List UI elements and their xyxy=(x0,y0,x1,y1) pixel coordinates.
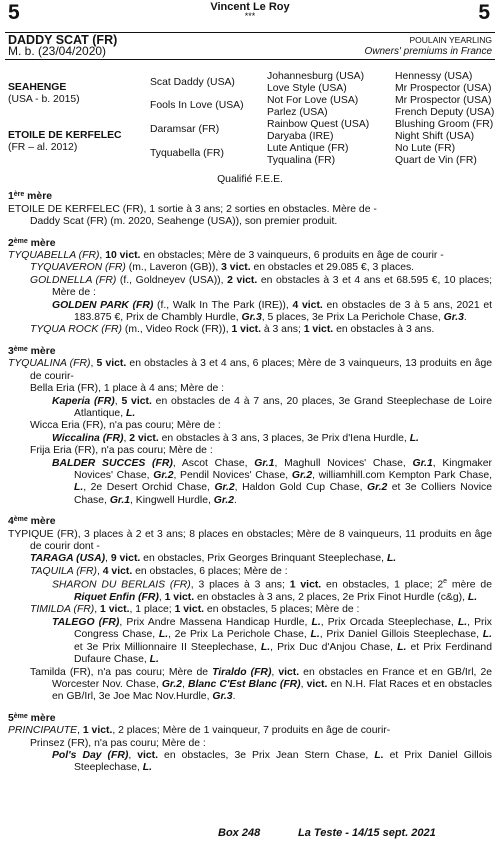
pedigree-g4: No Lute (FR) xyxy=(395,143,456,154)
pedigree-sire-info: (USA - b. 2015) xyxy=(8,94,80,105)
produce-entry: TAQUILA (FR), 4 vict. en obstacles, 6 places; Mère de : xyxy=(30,565,288,577)
pedigree-g3: Lute Antique (FR) xyxy=(267,143,349,154)
title-bar xyxy=(5,32,495,60)
dam-produce: Daddy Scat (FR) (m. 2020, Seahenge (USA)), son premier produit. xyxy=(30,216,338,228)
pedigree-g3: Tyqualina (FR) xyxy=(267,155,336,166)
produce-entry: TYQUA ROCK (FR) (m., Video Rock (FR)), 1 vict. à 3 ans; 1 vict. en obstacles à 3 ans. xyxy=(30,324,435,336)
section-heading-3: 3ème mère xyxy=(8,345,56,357)
pedigree-g2: Daramsar (FR) xyxy=(150,124,220,135)
produce-entry: GOLDEN PARK (FR) (f., Walk In The Park (IRE)), 4 vict. en obstacles de 3 à 5 ans, 2021 et 183.875 €, Prix de Chambly Hurdle, Gr.3, 5 places, 3e Prix La Perichole Chase, Gr.3. xyxy=(52,299,492,324)
produce-entry: TALEGO (FR), Prix Andre Massena Handicap Hurdle, L., Prix Orcada Steeplechase, L., Prix Congress Chase, L., 2e Prix La Perichole Chase, L., Prix Daniel Gillois Steeplechase, L. et 3e Prix Millionnaire II Steeplechase, L., Prix Duc d'Anjou Chase, L. et Prix Ferdinand Dufaure Chase, L. xyxy=(52,616,492,666)
pedigree-g3: Parlez (USA) xyxy=(267,107,328,118)
pedigree-dam-info: (FR – al. 2012) xyxy=(8,142,78,153)
pedigree-dam: ETOILE DE KERFELEC xyxy=(8,130,122,141)
produce-entry: Frija Eria (FR), n'a pas couru; Mère de : xyxy=(30,445,213,457)
dam-record: TYQUABELLA (FR), 10 vict. en obstacles; Mère de 3 vainqueurs, 6 produits en âge de courir - xyxy=(8,250,444,262)
page-footer xyxy=(0,827,500,841)
owners-premiums: Owners' premiums in France xyxy=(364,46,492,57)
produce-entry: TARAGA (USA), 9 vict. en obstacles, Prix Georges Brinquant Steeplechase, L. xyxy=(30,553,397,565)
section-heading-1: 1ère mère xyxy=(8,191,53,203)
pedigree-g4: Mr Prospector (USA) xyxy=(395,95,492,106)
pedigree-table xyxy=(5,70,495,166)
catalogue-body xyxy=(8,174,492,775)
dam-record: PRINCIPAUTE, 1 vict., 2 places; Mère de 1 vainqueur, 7 produits en âge de courir- xyxy=(8,725,391,737)
produce-entry: Tamilda (FR), n'a pas couru; Mère de Tiraldo (FR), vict. en obstacles en France et en GB/Irl, 2e Worcester Nov. Chase, Gr.2, Blanc C'Est Blanc (FR), vict. en N.H. Flat Races et en obstacles en GB/Irl, 3e Joe Mac Nov.Hurdle, Gr.3. xyxy=(30,666,493,703)
vendor-stars: *** xyxy=(244,11,256,21)
dam-record: ETOILE DE KERFELEC (FR), 1 sortie à 3 ans; 2 sorties en obstacles. Mère de - xyxy=(8,203,377,215)
section-heading-5: 5ème mère xyxy=(8,712,56,724)
lot-number-right: 5 xyxy=(478,1,490,24)
produce-entry: Prinsez (FR), n'a pas couru; Mère de : xyxy=(30,737,206,749)
pedigree-g4: Mr Prospector (USA) xyxy=(395,83,492,94)
pedigree-sire: SEAHENGE xyxy=(8,82,67,93)
horse-category: POULAIN YEARLING xyxy=(409,35,492,45)
pedigree-g4: Night Shift (USA) xyxy=(395,131,475,142)
section-heading-4: 4ème mère xyxy=(8,516,56,528)
qualification-line: Qualifié F.E.E. xyxy=(217,174,283,185)
produce-entry: Wiccalina (FR), 2 vict. en obstacles à 3 ans, 3 places, 3e Prix d'Iena Hurdle, L. xyxy=(52,432,419,444)
produce-entry: BALDER SUCCES (FR), Ascot Chase, Gr.1, Maghull Novices' Chase, Gr.1, Kingmaker Novices' Chase, Gr.2, Pendil Novices' Chase, Gr.2, williamhill.com Kempton Park Chase, L., 2e Desert Orchid Chase, Gr.2, Haldon Gold Cup Chase, Gr.2 et 3e Colliers Novice Chase, Gr.1, Kingwell Hurdle, Gr.2. xyxy=(52,457,493,506)
pedigree-g3: Love Style (USA) xyxy=(267,83,347,94)
dam-record: TYQUALINA (FR), 5 vict. en obstacles à 3 et 4 ans, 6 places; Mère de 3 vainqueurs, 13 produits en âge de courir- xyxy=(8,358,492,382)
pedigree-g4: Hennessy (USA) xyxy=(395,71,473,82)
produce-entry: Bella Eria (FR), 1 place à 4 ans; Mère de : xyxy=(30,383,225,395)
produce-entry: Pol's Day (FR), vict. en obstacles, 3e Prix Jean Stern Chase, L. et Prix Daniel Gillois Steeplechase, L. xyxy=(52,749,492,774)
section-heading-2: 2ème mère xyxy=(8,237,56,249)
pedigree-g3: Not For Love (USA) xyxy=(267,95,359,106)
produce-entry: Kaperia (FR), 5 vict. en obstacles de 4 à 7 ans, 20 places, 3e Grand Steeplechase de Loire Atlantique, L. xyxy=(52,395,492,419)
pedigree-g4: Blushing Groom (FR) xyxy=(395,119,494,130)
pedigree-g4: Quart de Vin (FR) xyxy=(395,155,477,166)
produce-entry: GOLDNELLA (FR) (f., Goldneyev (USA)), 2 vict. en obstacles à 3 et 4 ans et 68.595 €, 10 places; Mère de : xyxy=(30,274,492,299)
lot-number-left: 5 xyxy=(8,1,20,24)
pedigree-g3: Daryaba (IRE) xyxy=(267,131,334,142)
pedigree-g3: Rainbow Quest (USA) xyxy=(267,119,370,130)
produce-entry: Wicca Eria (FR), n'a pas couru; Mère de : xyxy=(30,420,221,432)
sale-venue-date: La Teste - 14/15 sept. 2021 xyxy=(298,827,436,839)
pedigree-g4: French Deputy (USA) xyxy=(395,107,495,118)
pedigree-g3: Johannesburg (USA) xyxy=(267,71,365,82)
pedigree-g2: Fools In Love (USA) xyxy=(150,100,244,111)
pedigree-g2: Tyquabella (FR) xyxy=(150,148,224,159)
pedigree-g2: Scat Daddy (USA) xyxy=(150,77,235,88)
box-number: Box 248 xyxy=(218,827,261,839)
dam-record: TYPIQUE (FR), 3 places à 2 et 3 ans; 8 places en obstacles; Mère de 8 vainqueurs, 11 produits en âge de courir dont - xyxy=(8,528,492,552)
page-header xyxy=(0,0,500,30)
produce-entry: TIMILDA (FR), 1 vict., 1 place; 1 vict. en obstacles, 5 places; Mère de : xyxy=(30,604,360,616)
produce-entry: SHARON DU BERLAIS (FR), 3 places à 3 ans; 1 vict. en obstacles, 1 place; 2e mère de Riquet Enfin (FR), 1 vict. en obstacles à 3 ans, 2 places, 2e Prix Finot Hurdle (c&g), L. xyxy=(52,578,492,604)
horse-subtitle: M. b. (23/04/2020) xyxy=(8,44,107,58)
produce-entry: TYQUAVERON (FR) (m., Laveron (GB)), 3 vict. en obstacles et 29.085 €, 3 places. xyxy=(30,262,415,274)
horse-name: DADDY SCAT (FR) xyxy=(8,33,118,47)
vendor-name: Vincent Le Roy xyxy=(210,1,290,13)
